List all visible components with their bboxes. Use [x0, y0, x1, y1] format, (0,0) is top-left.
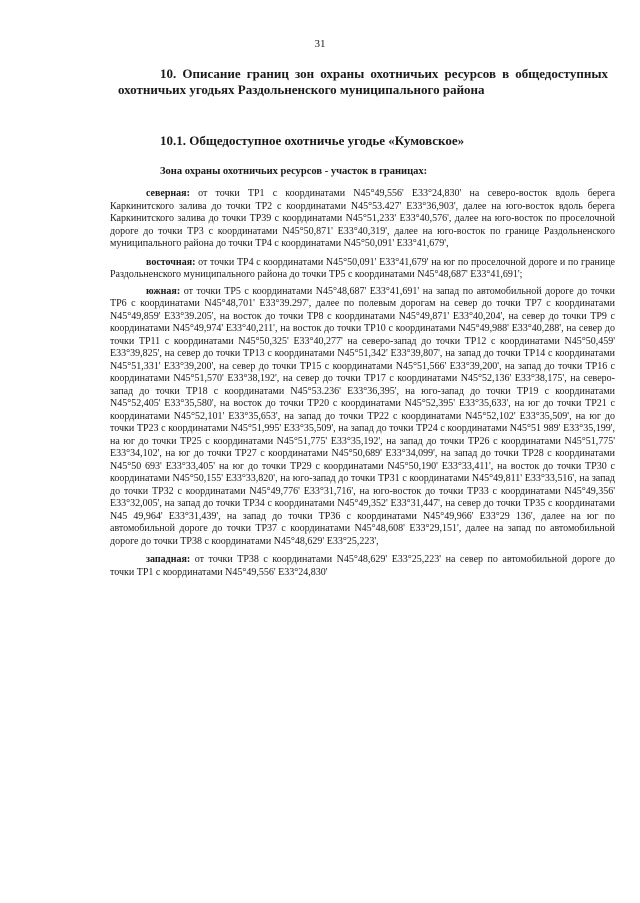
boundary-label: северная: [146, 188, 190, 199]
zone-intro: Зона охраны охотничьих ресурсов - участок в границах: [160, 166, 428, 177]
boundary-text: от точки ТР1 с координатами N45°49,556' E33°24,830' на северо-восток вдоль берега Каркинитского залива до точки ТР2 с координатами N45°53.427' E33°36,903', далее на юго-восток вдоль берега Каркинитского залива до точки ТР39 с координатами N45°51,233' E33°40,576', далее на юго-восток по проселочной дороге до точки ТР3 с координатами N45°50,871' E33°40,319', далее на юго-восток по границе Раздольненского муниципального района до точки ТР4 с координатами N45°50,091' E33°41,679', [110, 188, 616, 249]
boundary-label: восточная: [146, 256, 196, 268]
subsection-title-text: Общедоступное охотничье угодье «Кумовское» [189, 133, 465, 148]
subsection-title [160, 133, 464, 149]
boundary-text: от точки ТР5 с координатами N45°48,687' E33°41,691' на запад по автомобильной дороге до точки ТР6 с координатами N45°48,701' E33°39.297', далее по полевым дорогам на север до точки ТР7 с координатами N45°49,859' E33°39.205', на восток до точки ТР8 с координатами N45°49,871' E33°40,204', на север до точки ТР9 с координатами N45°49,974' E33°40,211', на восток до точки ТР10 с координатами N45°49,988' E33°40,288', на север до точки ТР11 с координатами N45°50,325' E33°40,277' на северо-запад до точки ТР12 с координатами N45°50,459' E33°39,825', на север до точки ТР13 с координатами N45°51,342' E33°39,807', на запад до точки ТР14 с координатами N45°51,331' E33°39,200', на север до точки ТР15 с координатами N45°51,566' E33°39,200', на запад до точки ТР16 с координатами N45°51,570' E33°38,192', на север до точки ТР17 с координатами N45°52,136' E33°38,175', на северо-запад до точки ТР18 с координатами N45°53.236' E33°36,395', на юго-запад до точки ТР19 с координатами N45°52,405' E33°35,580', на восток до точки ТР20 с координатами N45°52,395' E33°35,633', на юг до точки ТР21 с координатами N45°52,101' E33°35,653', на запад до точки ТР22 с координатами N45°52,102' E33°35,509', на юг до точки ТР23 с координатами N45°51,995' E33°35,509', на запад до точки ТР24 с координатами N45°51 989' E33°35,199', на юг до точки ТР25 с координатами N45°51,775' E33°35,192', на запад до точки ТР26 с координатами N45°51,775' E33°34,102', на юг до точки ТР27 с координатами N45°50,689' E33°34,099', на запад до точки ТР28 с координатами N45°50 693' E33°33,405' на юг до точки ТР29 с координатами N45°50,190' E33°33,411', на восток до точки ТР30 с координатами N45°50,155' E33°33,820', на юго-запад до точки ТР31 с координатами N45°49,811' E33°33,516', на запад до точки ТР32 с координатами N45°49,776' E33°31,716', на юго-восток до точки ТР33 с координатами N45°49,356' E33°32,005', на запад до точки ТР34 с координатами N45°49,352' E33°31,447', на север до точки ТР35 с координатами N45 49,964' E33°31,439', на запад до точки ТР36 с координатами N45°49,966' E33°29 136', далее на юг по автомобильной дороге до точки ТР37 с координатами N45°48,608' E33°29,151', далее на запад по автомобильной дороге до точки ТР38 с координатами N45°48,629' E33°25,223', [110, 285, 616, 547]
boundary-north [110, 188, 615, 251]
section-number: 10. [160, 66, 177, 81]
boundary-description [110, 188, 615, 585]
boundary-label: южная: [146, 285, 181, 297]
section-title-text: Описание границ зон охраны охотничьих ресурсов в общедоступных охотничьих угодьях Раздольненского муниципального района [118, 66, 608, 97]
boundary-east [110, 257, 615, 282]
boundary-text: от точки ТР4 с координатами N45°50,091' E33°41,679' на юг по проселочной дороге и по границе Раздольненского муниципального района до точки ТР5 с координатами N45°48,687' E33°41,691'; [110, 256, 615, 280]
section-heading [118, 66, 608, 98]
subsection-number: 10.1. [160, 133, 186, 148]
boundary-south [110, 286, 615, 549]
page-number: 31 [314, 38, 326, 50]
boundary-label: западная: [146, 554, 191, 565]
section-title [118, 66, 608, 98]
boundary-text: от точки ТР38 с координатами N45°48,629' E33°25,223' на север по автомобильной дороге до точки ТР1 с координатами N45°49,556' E33°24,830' [110, 554, 615, 578]
boundary-west [110, 554, 615, 579]
